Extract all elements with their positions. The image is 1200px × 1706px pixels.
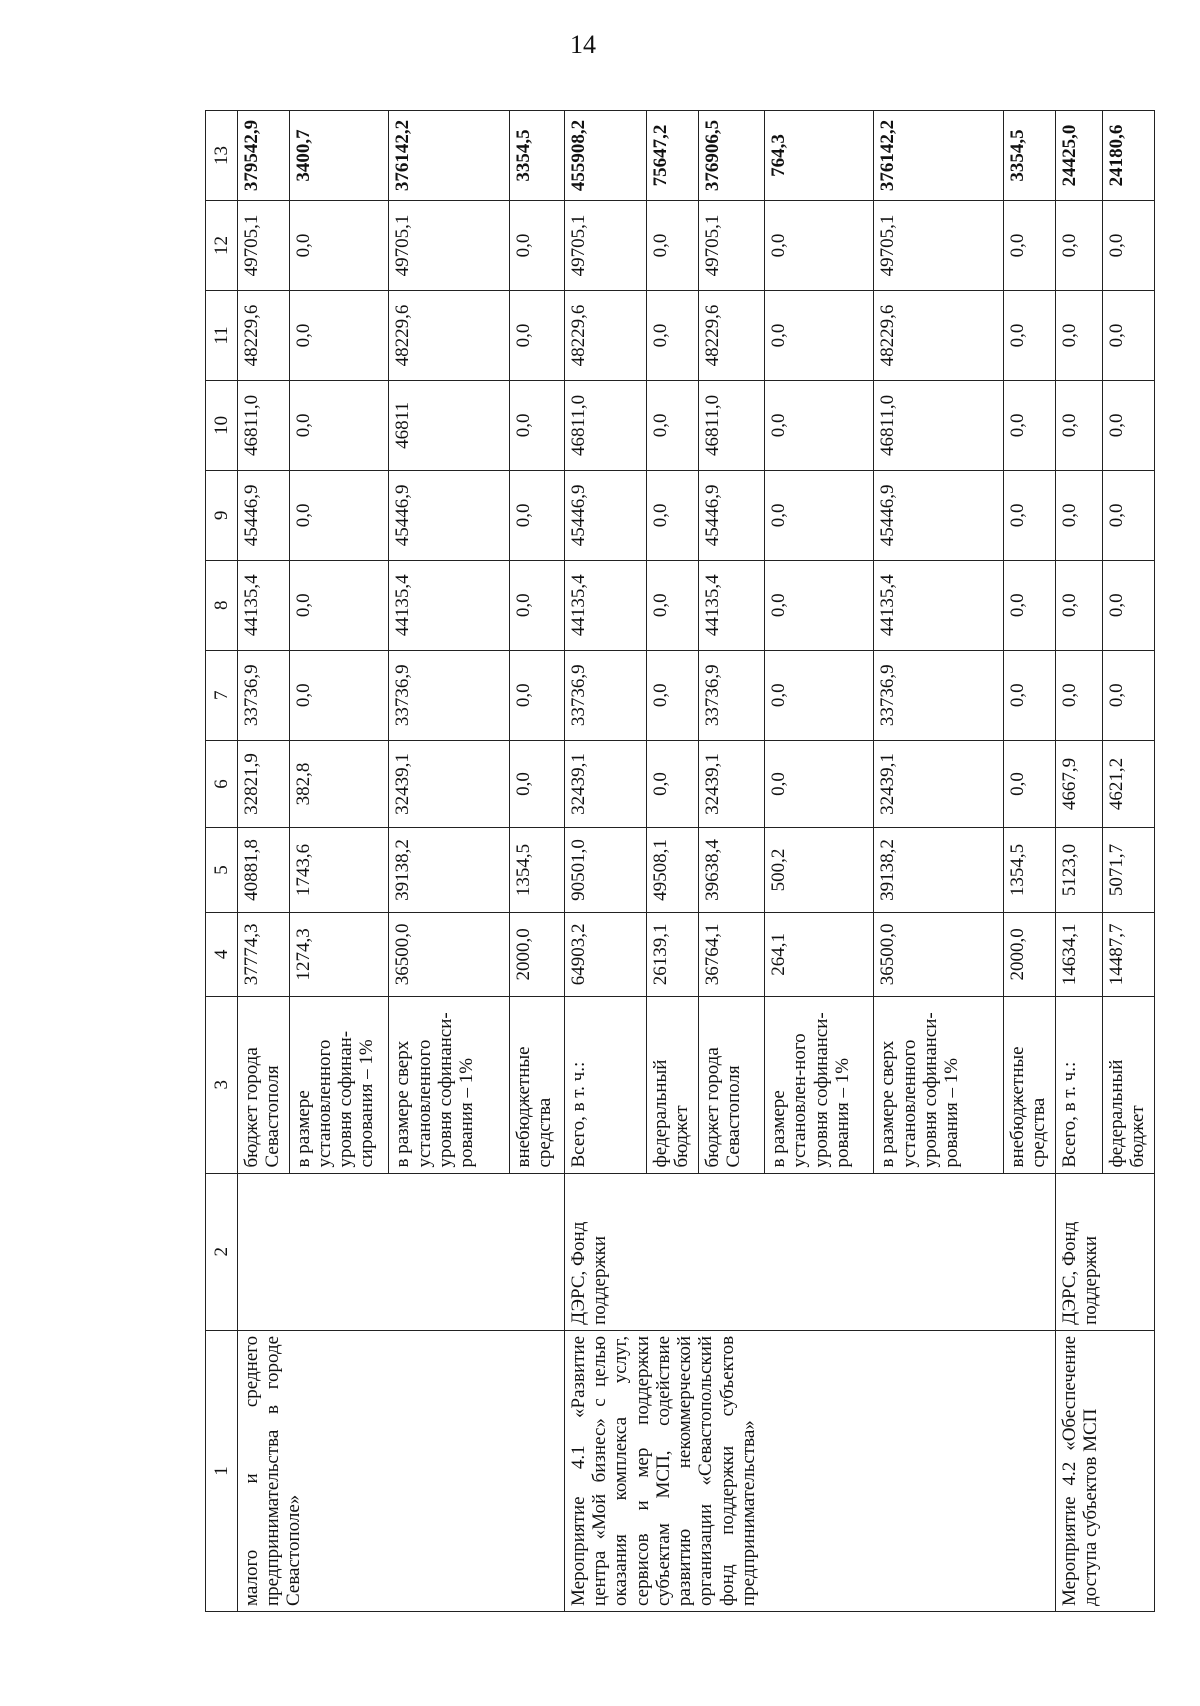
- total-value-cell: 75647,2: [646, 111, 698, 201]
- header-cell: 1: [206, 1330, 238, 1611]
- value-cell: 1274,3: [289, 912, 389, 996]
- value-cell: 0,0: [765, 291, 874, 381]
- value-cell: 0,0: [289, 560, 389, 650]
- value-cell: 0,0: [510, 740, 565, 828]
- value-cell: 36500,0: [389, 912, 510, 996]
- value-cell: 0,0: [510, 291, 565, 381]
- value-cell: 45446,9: [564, 470, 646, 560]
- header-cell: 11: [206, 291, 238, 381]
- value-cell: 44135,4: [389, 560, 510, 650]
- value-cell: 46811,0: [698, 380, 764, 470]
- funding-source-cell: внебюджетные средства: [510, 997, 565, 1174]
- total-value-cell: 24425,0: [1055, 111, 1102, 201]
- header-cell: 10: [206, 380, 238, 470]
- value-cell: 0,0: [646, 740, 698, 828]
- total-value-cell: 3354,5: [510, 111, 565, 201]
- value-cell: 64903,2: [564, 912, 646, 996]
- funding-source-cell: в размере установлен-ного уровня софинанси-рования – 1%: [765, 997, 874, 1174]
- value-cell: 49705,1: [698, 201, 764, 291]
- value-cell: 0,0: [765, 380, 874, 470]
- value-cell: 48229,6: [698, 291, 764, 381]
- total-value-cell: 376142,2: [874, 111, 1003, 201]
- total-value-cell: 376906,5: [698, 111, 764, 201]
- funding-source-cell: в размере сверх установленного уровня софинанси-рования – 1%: [389, 997, 510, 1174]
- header-cell: 12: [206, 201, 238, 291]
- executor-cell: [237, 1173, 564, 1330]
- value-cell: 44135,4: [698, 560, 764, 650]
- rotated-table-container: [205, 110, 1155, 1612]
- value-cell: 0,0: [765, 470, 874, 560]
- funding-source-cell: федеральный бюджет: [1102, 997, 1154, 1174]
- total-value-cell: 3354,5: [1003, 111, 1055, 201]
- value-cell: 40881,8: [237, 828, 289, 912]
- value-cell: 0,0: [1003, 291, 1055, 381]
- value-cell: 48229,6: [237, 291, 289, 381]
- value-cell: 0,0: [765, 740, 874, 828]
- executor-cell: ДЭРС, Фонд поддержки: [1055, 1173, 1154, 1330]
- value-cell: 39138,2: [874, 828, 1003, 912]
- total-value-cell: 24180,6: [1102, 111, 1154, 201]
- measure-name-cell: малого и среднего предпринимательства в городе Севастополе»: [237, 1330, 564, 1611]
- header-cell: 6: [206, 740, 238, 828]
- value-cell: 0,0: [510, 650, 565, 740]
- value-cell: 2000,0: [510, 912, 565, 996]
- measure-name-cell: Мероприятие 4.2 «Обеспечение доступа субъектов МСП: [1055, 1330, 1154, 1611]
- header-cell: 3: [206, 997, 238, 1174]
- value-cell: 0,0: [1003, 380, 1055, 470]
- value-cell: 33736,9: [564, 650, 646, 740]
- value-cell: 0,0: [765, 650, 874, 740]
- funding-source-cell: в размере сверх установленного уровня софинанси-рования – 1%: [874, 997, 1003, 1174]
- table-row: [237, 111, 289, 1612]
- value-cell: 14487,7: [1102, 912, 1154, 996]
- funding-source-cell: бюджет города Севастополя: [237, 997, 289, 1174]
- value-cell: 1743,6: [289, 828, 389, 912]
- value-cell: 37774,3: [237, 912, 289, 996]
- total-value-cell: 3400,7: [289, 111, 389, 201]
- value-cell: 46811,0: [874, 380, 1003, 470]
- header-cell: 9: [206, 470, 238, 560]
- value-cell: 0,0: [1003, 560, 1055, 650]
- value-cell: 36500,0: [874, 912, 1003, 996]
- header-cell: 2: [206, 1173, 238, 1330]
- value-cell: 0,0: [646, 380, 698, 470]
- value-cell: 0,0: [646, 291, 698, 381]
- value-cell: 500,2: [765, 828, 874, 912]
- value-cell: 0,0: [1102, 201, 1154, 291]
- value-cell: 49508,1: [646, 828, 698, 912]
- page-number: 14: [570, 30, 596, 59]
- value-cell: 0,0: [1003, 740, 1055, 828]
- funding-source-cell: бюджет города Севастополя: [698, 997, 764, 1174]
- value-cell: 0,0: [510, 201, 565, 291]
- value-cell: 44135,4: [237, 560, 289, 650]
- value-cell: 45446,9: [237, 470, 289, 560]
- funding-source-cell: в размере установленного уровня софинан-сирования – 1%: [289, 997, 389, 1174]
- value-cell: 1354,5: [510, 828, 565, 912]
- total-value-cell: 376142,2: [389, 111, 510, 201]
- table-body: [206, 111, 1155, 1612]
- value-cell: 32439,1: [389, 740, 510, 828]
- value-cell: 0,0: [289, 650, 389, 740]
- funding-source-cell: Всего, в т. ч.:: [564, 997, 646, 1174]
- value-cell: 49705,1: [237, 201, 289, 291]
- value-cell: 5071,7: [1102, 828, 1154, 912]
- value-cell: 32821,9: [237, 740, 289, 828]
- table-row: [1055, 111, 1102, 1612]
- value-cell: 0,0: [1102, 470, 1154, 560]
- value-cell: 36764,1: [698, 912, 764, 996]
- value-cell: 0,0: [289, 380, 389, 470]
- value-cell: 0,0: [1102, 380, 1154, 470]
- value-cell: 0,0: [1102, 650, 1154, 740]
- header-cell: 4: [206, 912, 238, 996]
- executor-cell: ДЭРС, Фонд поддержки: [564, 1173, 1055, 1330]
- value-cell: 2000,0: [1003, 912, 1055, 996]
- value-cell: 0,0: [765, 560, 874, 650]
- value-cell: 0,0: [510, 470, 565, 560]
- value-cell: 49705,1: [564, 201, 646, 291]
- value-cell: 14634,1: [1055, 912, 1102, 996]
- value-cell: 0,0: [1055, 291, 1102, 381]
- value-cell: 1354,5: [1003, 828, 1055, 912]
- value-cell: 0,0: [510, 380, 565, 470]
- value-cell: 0,0: [510, 560, 565, 650]
- value-cell: 46811,0: [564, 380, 646, 470]
- value-cell: 0,0: [289, 201, 389, 291]
- value-cell: 39638,4: [698, 828, 764, 912]
- funding-source-cell: Всего, в т. ч.:: [1055, 997, 1102, 1174]
- value-cell: 0,0: [765, 201, 874, 291]
- value-cell: 48229,6: [874, 291, 1003, 381]
- value-cell: 49705,1: [389, 201, 510, 291]
- value-cell: 46811: [389, 380, 510, 470]
- value-cell: 32439,1: [874, 740, 1003, 828]
- total-value-cell: 379542,9: [237, 111, 289, 201]
- value-cell: 264,1: [765, 912, 874, 996]
- value-cell: 48229,6: [564, 291, 646, 381]
- total-value-cell: 455908,2: [564, 111, 646, 201]
- value-cell: 33736,9: [874, 650, 1003, 740]
- value-cell: 48229,6: [389, 291, 510, 381]
- value-cell: 45446,9: [874, 470, 1003, 560]
- value-cell: 33736,9: [698, 650, 764, 740]
- header-cell: 5: [206, 828, 238, 912]
- value-cell: 44135,4: [874, 560, 1003, 650]
- value-cell: 39138,2: [389, 828, 510, 912]
- value-cell: 0,0: [646, 470, 698, 560]
- value-cell: 32439,1: [698, 740, 764, 828]
- value-cell: 45446,9: [698, 470, 764, 560]
- value-cell: 4621,2: [1102, 740, 1154, 828]
- value-cell: 0,0: [646, 650, 698, 740]
- funding-source-cell: внебюджетные средства: [1003, 997, 1055, 1174]
- value-cell: 0,0: [1055, 201, 1102, 291]
- value-cell: 0,0: [1102, 291, 1154, 381]
- value-cell: 0,0: [1003, 470, 1055, 560]
- value-cell: 5123,0: [1055, 828, 1102, 912]
- value-cell: 33736,9: [389, 650, 510, 740]
- header-row: [206, 111, 238, 1612]
- total-value-cell: 764,3: [765, 111, 874, 201]
- value-cell: 0,0: [289, 291, 389, 381]
- value-cell: 382,8: [289, 740, 389, 828]
- value-cell: 90501,0: [564, 828, 646, 912]
- value-cell: 49705,1: [874, 201, 1003, 291]
- value-cell: 0,0: [1055, 650, 1102, 740]
- value-cell: 0,0: [1055, 380, 1102, 470]
- value-cell: 32439,1: [564, 740, 646, 828]
- value-cell: 26139,1: [646, 912, 698, 996]
- budget-table: [205, 110, 1155, 1612]
- value-cell: 0,0: [1055, 560, 1102, 650]
- value-cell: 0,0: [646, 560, 698, 650]
- measure-name-cell: Мероприятие 4.1 «Развитие центра «Мой бизнес» с целью оказания комплекса услуг, сервисов и мер поддержки субъектам МСП, содействие развитию некоммерческой организации «Севастопольский фонд поддержки субъектов предпринимательства»: [564, 1330, 1055, 1611]
- header-cell: 13: [206, 111, 238, 201]
- value-cell: 0,0: [289, 470, 389, 560]
- value-cell: 45446,9: [389, 470, 510, 560]
- value-cell: 0,0: [1102, 560, 1154, 650]
- value-cell: 4667,9: [1055, 740, 1102, 828]
- value-cell: 0,0: [1003, 201, 1055, 291]
- value-cell: 0,0: [1003, 650, 1055, 740]
- value-cell: 33736,9: [237, 650, 289, 740]
- value-cell: 0,0: [1055, 470, 1102, 560]
- value-cell: 46811,0: [237, 380, 289, 470]
- funding-source-cell: федеральный бюджет: [646, 997, 698, 1174]
- table-row: [564, 111, 646, 1612]
- value-cell: 0,0: [646, 201, 698, 291]
- header-cell: 8: [206, 560, 238, 650]
- header-cell: 7: [206, 650, 238, 740]
- value-cell: 44135,4: [564, 560, 646, 650]
